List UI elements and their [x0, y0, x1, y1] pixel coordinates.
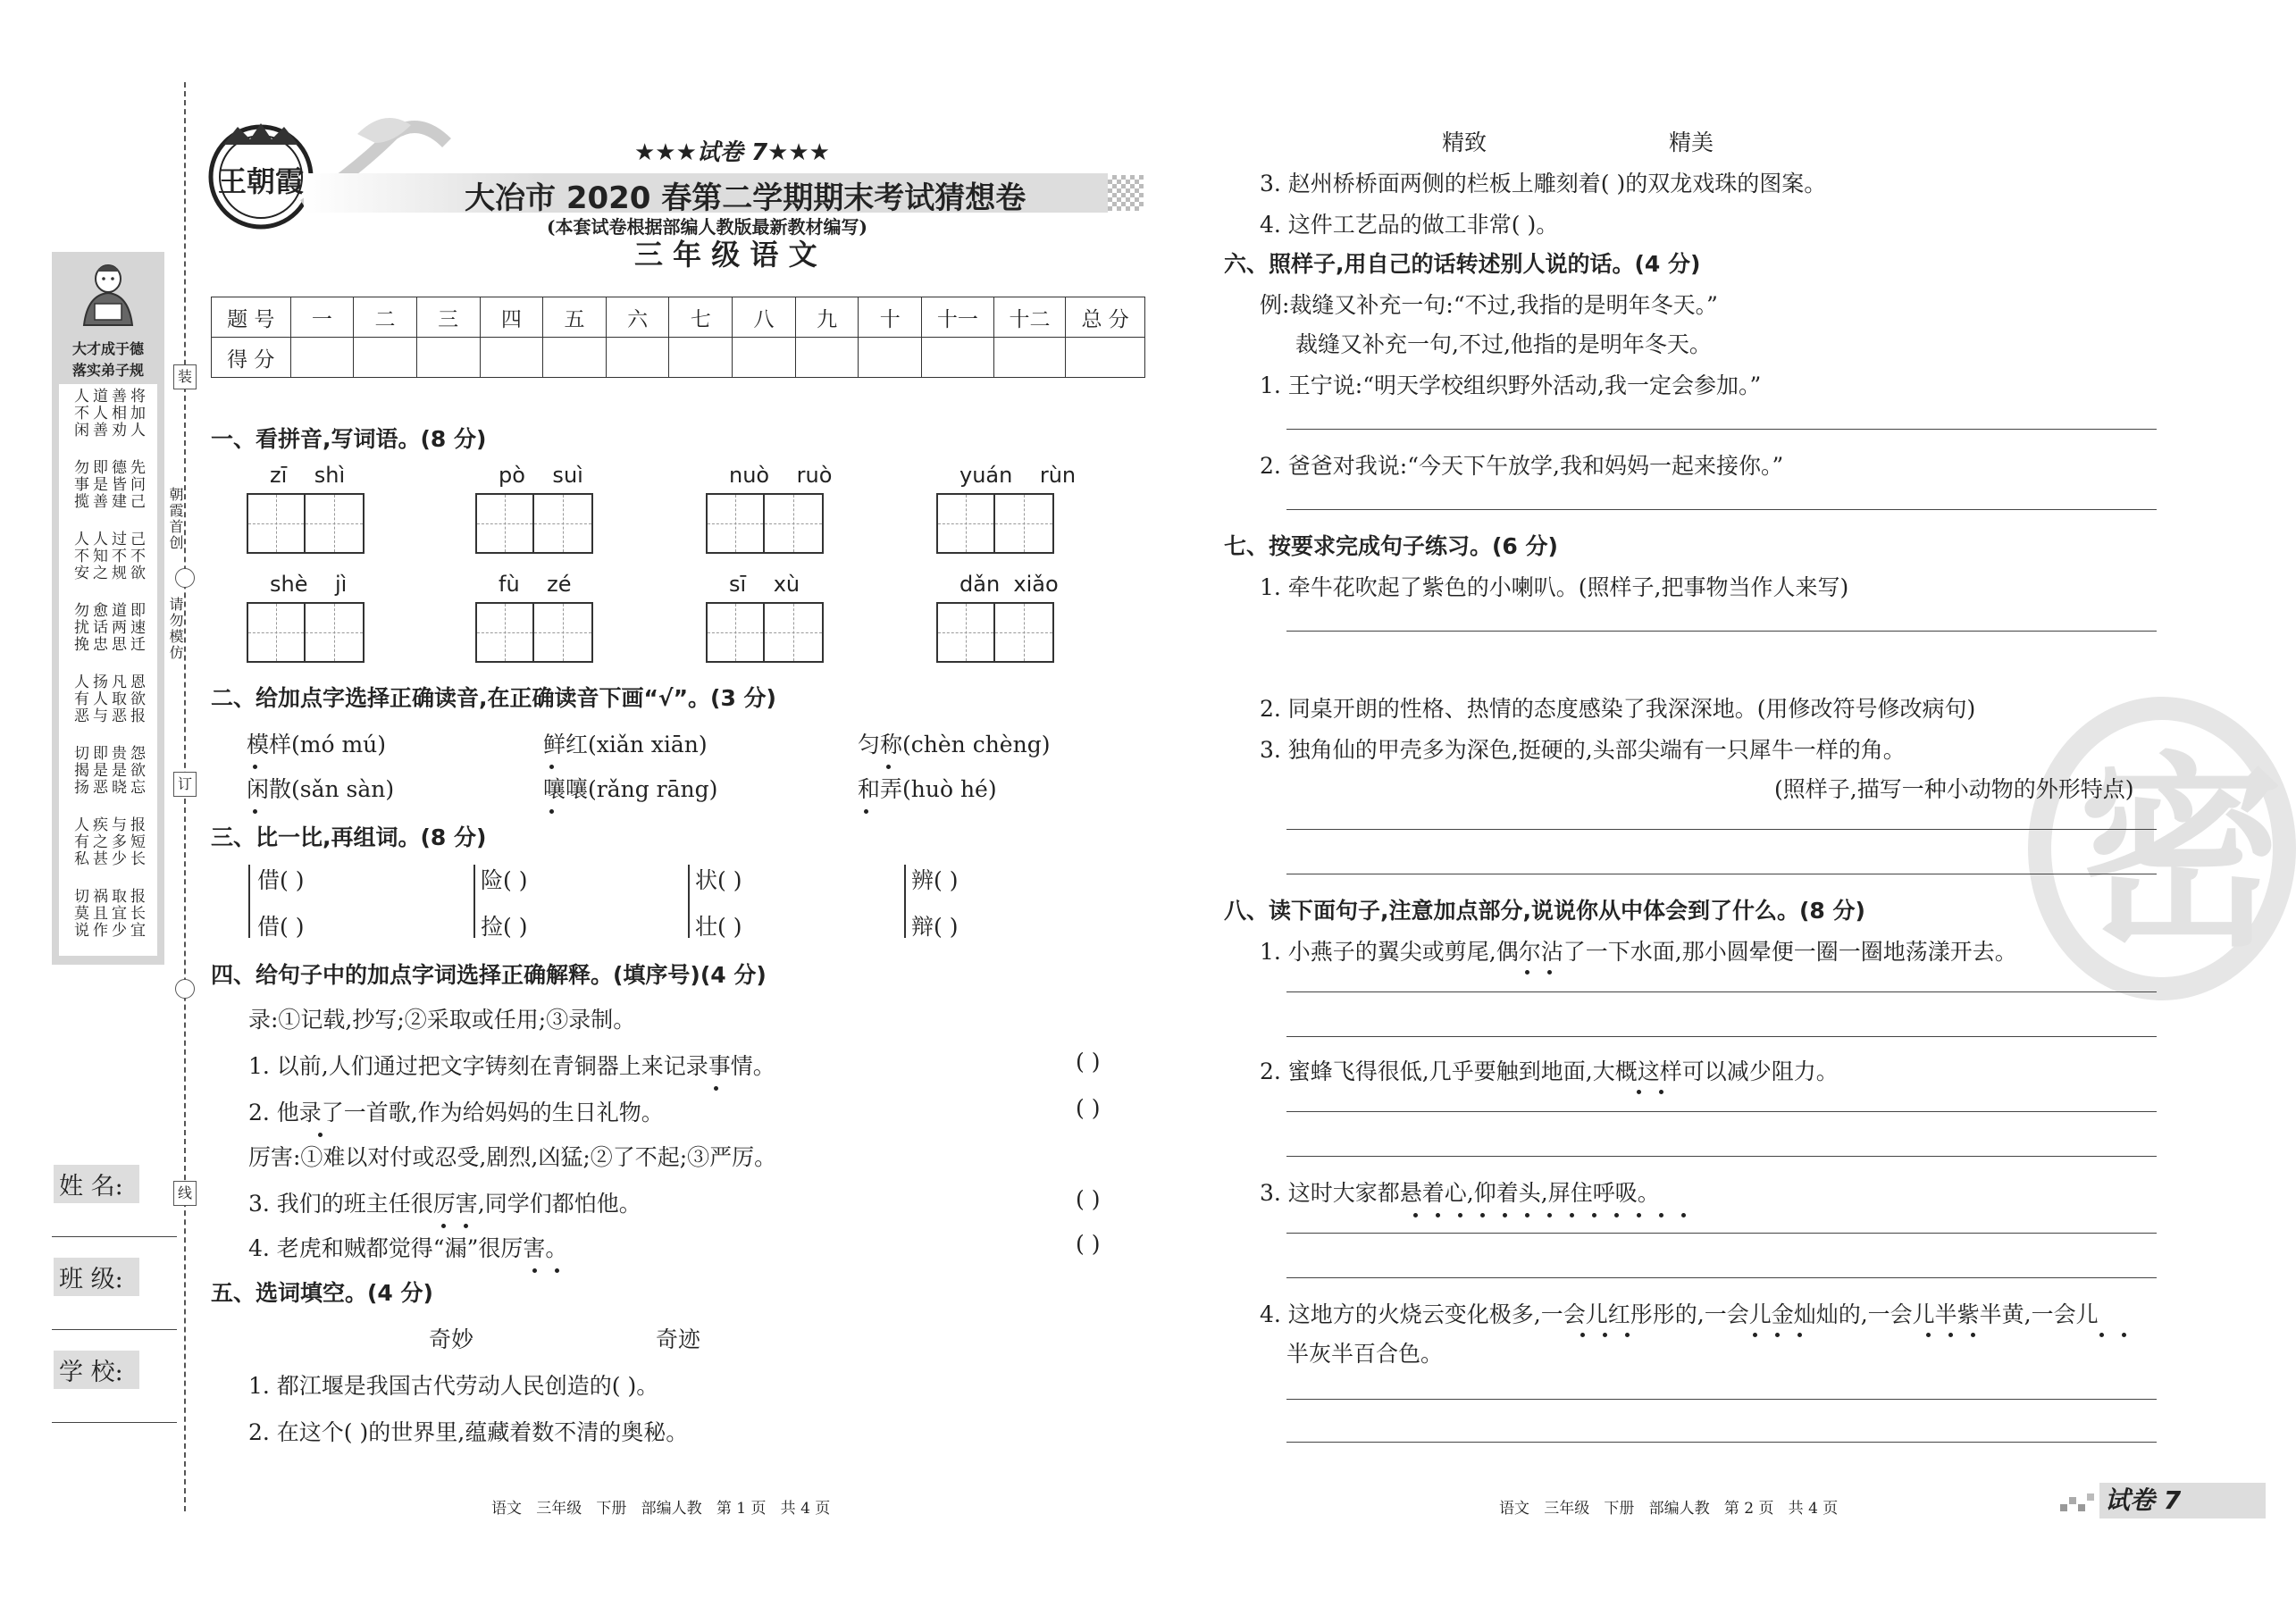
grid-cell[interactable] [534, 604, 591, 661]
grid-cell[interactable] [938, 495, 995, 552]
score-header-cell: 七 [669, 297, 733, 338]
motto-column: 疾之甚 [89, 816, 107, 867]
compare-word-5[interactable]: 借( ) [257, 914, 305, 940]
score-cell[interactable] [733, 338, 796, 378]
motto-column: 己不欲 [127, 531, 145, 581]
answer-line-7-1[interactable] [1286, 631, 2157, 632]
example-reported: 裁缝又补充一句,不过,他指的是明年冬天。 [1295, 331, 1712, 357]
answer-4-2[interactable]: ( ) [1076, 1095, 1101, 1121]
pinyin-label: sī xù [729, 572, 800, 597]
emphasis-dot [532, 1259, 577, 1265]
logo-text: 王朝霞 [217, 164, 304, 198]
grid-cell[interactable] [995, 604, 1052, 661]
score-row-label: 得 分 [212, 338, 291, 378]
pinyin-label: fù zé [499, 572, 572, 597]
score-header-cell: 六 [606, 297, 669, 338]
motto-column: 即速迁 [127, 602, 145, 653]
emphasis-dot [253, 800, 275, 806]
score-cell[interactable] [480, 338, 543, 378]
score-cell[interactable] [416, 338, 480, 378]
tian-grid-answer[interactable] [475, 602, 593, 663]
section7-heading: 七、按要求完成句子练习。(6 分) [1224, 533, 1558, 559]
score-cell[interactable] [922, 338, 994, 378]
tian-grid-answer[interactable] [936, 493, 1054, 554]
pronunciation-item-3[interactable]: 匀称(chèn chèng) [858, 732, 1051, 757]
emphasis-dot [253, 756, 275, 761]
cut-mark-3: 线 [173, 1181, 197, 1206]
motto-column: 勿事揽 [71, 459, 88, 510]
watermark-glyph: 密 [2078, 733, 2284, 975]
motto-column: 恩欲报 [127, 674, 145, 724]
pinyin-label: nuò ruò [729, 463, 833, 488]
footer-badge-pattern [2060, 1490, 2096, 1515]
grid-cell[interactable] [708, 604, 765, 661]
tian-grid-answer[interactable] [706, 602, 824, 663]
side-label-original: 朝霞首创 [167, 487, 184, 551]
score-cell[interactable] [354, 338, 417, 378]
answer-line-7-3a[interactable] [1286, 829, 2157, 830]
exam-title: 大冶市 2020 春第二学期期末考试猜想卷 [465, 180, 1026, 216]
pinyin-label: zī shì [270, 463, 346, 488]
score-header-cell: 五 [543, 297, 607, 338]
tian-grid-answer[interactable] [936, 602, 1054, 663]
motto-column: 道两思 [108, 602, 126, 653]
word-choice-4: 精美 [1669, 130, 1714, 155]
compare-word-6[interactable]: 捡( ) [481, 914, 528, 940]
word-choice-2: 奇迹 [656, 1326, 701, 1352]
answer-line-8-2b[interactable] [1286, 1156, 2157, 1157]
section2-heading: 二、给加点字选择正确读音,在正确读音下画“√”。(3 分) [211, 685, 776, 711]
motto-column: 报长宜 [127, 888, 145, 939]
grid-cell[interactable] [765, 495, 822, 552]
tian-grid-answer[interactable] [247, 493, 365, 554]
motto-column: 过不规 [108, 531, 126, 581]
section3-heading: 三、比一比,再组词。(8 分) [211, 824, 487, 850]
pronunciation-item-6[interactable]: 和弄(huò hé) [858, 776, 997, 802]
answer-line-8-4a[interactable] [1286, 1399, 2157, 1400]
compare-bracket-4 [904, 865, 906, 938]
score-header-cell: 九 [795, 297, 859, 338]
fill-question-5-4[interactable]: 4. 这件工艺品的做工非常( )。 [1260, 212, 1559, 238]
school-label: 学 校: [54, 1351, 139, 1389]
answer-line-8-4b[interactable] [1286, 1442, 2157, 1443]
example-original: 例:裁缝又补充一句:“不过,我指的是明年冬天。” [1260, 292, 1718, 318]
score-cell[interactable] [606, 338, 669, 378]
answer-line-6-1[interactable] [1286, 429, 2157, 430]
grid-cell[interactable] [534, 495, 591, 552]
compare-bracket-3 [688, 865, 690, 938]
answer-line-8-2a[interactable] [1286, 1111, 2157, 1112]
emphasis-dot [549, 800, 572, 806]
emphasis-dot [864, 800, 886, 806]
grid-cell[interactable] [938, 604, 995, 661]
question-6-1: 1. 王宁说:“明天学校组织野外活动,我一定会参加。” [1260, 372, 1762, 398]
pinyin-label: pò suì [499, 463, 583, 488]
cut-mark-2: 订 [173, 772, 197, 797]
motto-column: 勿扰挽 [71, 602, 88, 653]
answer-line-6-2[interactable] [1286, 509, 2157, 510]
section4-heading: 四、给句子中的加点字词选择正确解释。(填序号)(4 分) [211, 962, 767, 988]
pinyin-label: shè jì [270, 572, 348, 597]
score-cell[interactable] [1066, 338, 1145, 378]
section5-heading: 五、选词填空。(4 分) [211, 1280, 433, 1306]
page-footer-left: 语文 三年级 下册 部编人教 第 1 页 共 4 页 [491, 1500, 831, 1518]
question-6-2: 2. 爸爸对我说:“今天下午放学,我和妈妈一起来接你。” [1260, 453, 1784, 479]
motto-column: 扬人与 [89, 674, 107, 724]
motto-column: 怨欲忘 [127, 745, 145, 796]
school-field[interactable] [52, 1422, 177, 1423]
emphasis-dot [318, 1124, 340, 1129]
question-8-4-line2: 半灰半百合色。 [1286, 1341, 1444, 1367]
grid-cell[interactable] [995, 495, 1052, 552]
subject-title: 三 年 级 语 文 [634, 238, 817, 272]
motto-column: 人有恶 [71, 674, 88, 724]
compare-word-2[interactable]: 险( ) [481, 867, 528, 893]
motto-column: 道人善 [89, 388, 107, 439]
pronunciation-item-4[interactable]: 闲散(sǎn sàn) [247, 776, 395, 802]
answer-line-8-3a[interactable] [1286, 1233, 2157, 1234]
grid-cell[interactable] [765, 604, 822, 661]
answer-4-3[interactable]: ( ) [1076, 1186, 1101, 1212]
emphasis-dot [441, 1215, 486, 1220]
emphasis-dot [1753, 1324, 1820, 1329]
score-header-cell: 总 分 [1066, 297, 1145, 338]
grid-cell[interactable] [708, 495, 765, 552]
word-choice-3: 精致 [1442, 130, 1487, 155]
publisher-logo [205, 120, 316, 230]
compare-word-4[interactable]: 辨( ) [911, 867, 959, 893]
grid-cell[interactable] [306, 604, 363, 661]
exam-subtitle: (本套试卷根据部编人教版最新教材编写) [547, 216, 867, 238]
series-label: ★★★试卷 7★★★ [634, 139, 830, 166]
pinyin-label: dǎn xiǎo [959, 572, 1059, 597]
question-7-2: 2. 同桌开朗的性格、热情的态度感染了我深深地。(用修改符号修改病句) [1260, 696, 1976, 722]
question-7-3-note: (照样子,描写一种小动物的外形特点) [1774, 776, 2134, 802]
emphasis-dot [886, 756, 909, 761]
motto-column: 祸且作 [89, 888, 107, 939]
motto-column: 报短长 [127, 816, 145, 867]
emphasis-dot [714, 1077, 736, 1083]
score-cell[interactable] [669, 338, 733, 378]
motto-column: 愈话忠 [89, 602, 107, 653]
compare-bracket-1 [248, 865, 250, 938]
binding-hole-2 [175, 979, 195, 999]
pronunciation-item-1[interactable]: 模样(mó mú) [247, 732, 387, 757]
motto-column: 取宜少 [108, 888, 126, 939]
score-header-cell: 十 [859, 297, 922, 338]
fill-question-5-2[interactable]: 2. 在这个( )的世界里,蕴藏着数不清的奥秘。 [248, 1419, 689, 1445]
page-footer-right: 语文 三年级 下册 部编人教 第 2 页 共 4 页 [1499, 1500, 1839, 1518]
score-header-cell: 四 [480, 297, 543, 338]
score-header-cell: 八 [733, 297, 796, 338]
motto-column: 将加人 [127, 388, 145, 439]
name-label: 姓 名: [54, 1165, 139, 1203]
tian-grid-answer[interactable] [475, 493, 593, 554]
motto-column: 与多少 [108, 816, 126, 867]
motto-column: 人知之 [89, 531, 107, 581]
motto-column: 人有私 [71, 816, 88, 867]
score-header-row [212, 297, 1145, 338]
question-7-3: 3. 独角仙的甲壳多为深色,挺硬的,头部尖端有一只犀牛一样的角。 [1260, 737, 1906, 763]
answer-line-8-3b[interactable] [1286, 1277, 2157, 1278]
word-choice-1: 奇妙 [429, 1326, 474, 1352]
cut-mark-1: 装 [173, 364, 197, 389]
score-header-cell: 三 [416, 297, 480, 338]
score-header-cell: 一 [290, 297, 354, 338]
tian-grid-answer[interactable] [706, 493, 824, 554]
answer-4-4[interactable]: ( ) [1076, 1231, 1101, 1257]
grid-cell[interactable] [477, 604, 534, 661]
banner-line-1: 大才成于德 [71, 340, 144, 357]
motto-column: 即是善 [89, 459, 107, 510]
question-8-3: 3. 这时大家都悬着心,仰着头,屏住呼吸。 [1260, 1180, 1660, 1206]
emphasis-dot [549, 756, 572, 761]
answer-4-1[interactable]: ( ) [1076, 1049, 1101, 1075]
question-7-1: 1. 牵牛花吹起了紫色的小喇叭。(照样子,把事物当作人来写) [1260, 574, 1849, 600]
motto-column: 贵是晓 [108, 745, 126, 796]
section8-heading: 八、读下面句子,注意加点部分,说说你从中体会到了什么。(8 分) [1224, 898, 1865, 924]
compare-word-1[interactable]: 借( ) [257, 867, 305, 893]
name-field[interactable] [52, 1236, 177, 1237]
fill-question-5-3[interactable]: 3. 赵州桥桥面两侧的栏板上雕刻着( )的双龙戏珠的图案。 [1260, 171, 1827, 197]
question-4-3: 3. 我们的班主任很厉害,同学们都怕他。 [248, 1191, 641, 1217]
score-cell[interactable] [993, 338, 1066, 378]
definition-lu: 录:①记载,抄写;②采取或任用;③录制。 [248, 1007, 636, 1033]
score-header-cell: 十一 [922, 297, 994, 338]
score-cell[interactable] [290, 338, 354, 378]
grid-cell[interactable] [248, 495, 306, 552]
question-8-1: 1. 小燕子的翼尖或剪尾,偶尔沾了一下水面,那小圆晕便一圈一圈地荡漾开去。 [1260, 939, 2017, 965]
motto-column: 切莫说 [71, 888, 88, 939]
score-cell[interactable] [859, 338, 922, 378]
fill-question-5-1[interactable]: 1. 都江堰是我国古代劳动人民创造的( )。 [248, 1373, 659, 1399]
motto-column: 即是恶 [89, 745, 107, 796]
pinyin-label: yuán rùn [959, 463, 1077, 488]
answer-line-8-1a[interactable] [1286, 991, 2157, 992]
motto-column: 人不安 [71, 531, 88, 581]
question-8-4-line1: 4. 这地方的火烧云变化极多,一会儿红彤彤的,一会儿金灿灿的,一会儿半紫半黄,一会儿 [1260, 1301, 2099, 1327]
definition-lihai: 厉害:①难以对付或忍受,剧烈,凶猛;②了不起;③严厉。 [248, 1144, 777, 1170]
emphasis-dot [1413, 1204, 1704, 1209]
banner-checker [1108, 175, 1144, 211]
side-label-no-copy: 请勿模仿 [167, 597, 184, 661]
score-header-cell: 二 [354, 297, 417, 338]
emphasis-dot [2099, 1324, 2144, 1329]
section1-heading: 一、看拼音,写词语。(8 分) [211, 426, 487, 452]
motto-column: 善相劝 [108, 388, 126, 439]
confidential-watermark [2028, 697, 2296, 1000]
question-4-4: 4. 老虎和贼都觉得“漏”很厉害。 [248, 1235, 568, 1261]
score-header-cell: 十二 [993, 297, 1066, 338]
pronunciation-item-2[interactable]: 鲜红(xiǎn xiān) [543, 732, 708, 757]
grid-cell[interactable] [306, 495, 363, 552]
compare-word-3[interactable]: 状( ) [695, 867, 742, 893]
emphasis-dot [1637, 1081, 1681, 1086]
class-label: 班 级: [54, 1258, 139, 1296]
footer-badge: 试卷 7 [2099, 1483, 2266, 1519]
question-4-2: 2. 他录了一首歌,作为给妈妈的生日礼物。 [248, 1100, 664, 1125]
emphasis-dot [1580, 1324, 1647, 1329]
class-field[interactable] [52, 1329, 177, 1330]
emphasis-dot [1525, 961, 1570, 966]
scholar-illustration [70, 259, 147, 330]
compare-word-8[interactable]: 辩( ) [911, 914, 959, 940]
pronunciation-item-5[interactable]: 嚷嚷(rǎng rāng) [543, 776, 718, 802]
compare-bracket-2 [473, 865, 475, 938]
motto-column: 人不闲 [71, 388, 88, 439]
score-cell[interactable] [543, 338, 607, 378]
grid-cell[interactable] [477, 495, 534, 552]
tian-grid-answer[interactable] [247, 602, 365, 663]
compare-word-7[interactable]: 壮( ) [695, 914, 742, 940]
motto-column: 德皆建 [108, 459, 126, 510]
binding-hole-1 [175, 568, 195, 588]
question-8-2: 2. 蜜蜂飞得很低,几乎要触到地面,大概这样可以减少阻力。 [1260, 1058, 1839, 1084]
score-value-row [212, 338, 1145, 378]
score-cell[interactable] [795, 338, 859, 378]
question-4-1: 1. 以前,人们通过把文字铸刻在青铜器上来记录事情。 [248, 1053, 775, 1079]
emphasis-dot [1926, 1324, 1993, 1329]
grid-cell[interactable] [248, 604, 306, 661]
score-header-cell: 题 号 [212, 297, 291, 338]
answer-line-8-1b[interactable] [1286, 1036, 2157, 1037]
score-table [211, 297, 1145, 378]
motto-column: 凡取恶 [108, 674, 126, 724]
banner-line-2: 落实弟子规 [71, 362, 144, 379]
binding-dashed-line [184, 82, 186, 1511]
motto-column: 切揭扬 [71, 745, 88, 796]
motto-column: 先问己 [127, 459, 145, 510]
section6-heading: 六、照样子,用自己的话转述别人说的话。(4 分) [1224, 251, 1701, 277]
